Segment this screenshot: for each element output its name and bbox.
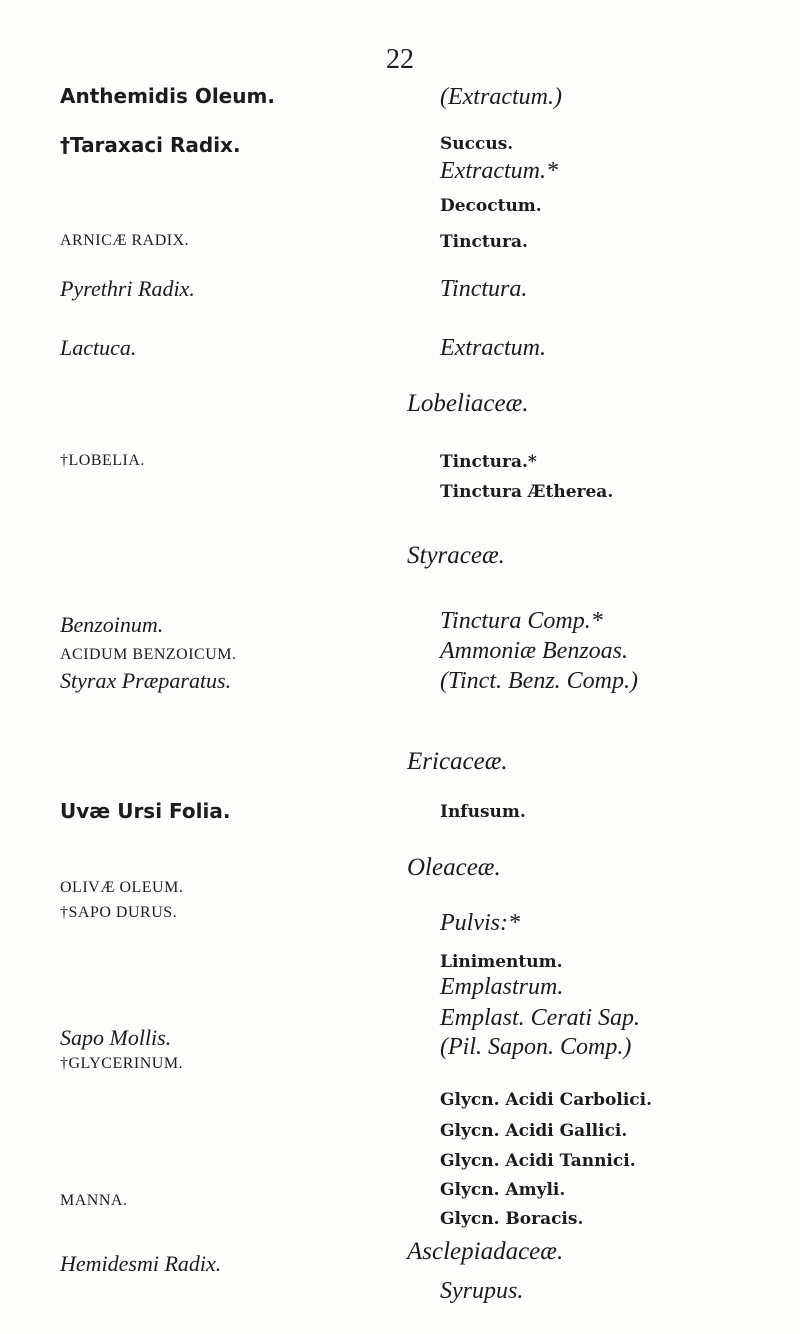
right-entry-decoctum: Decoctum. [440,196,542,216]
left-entry-styrax-praeparatus: Styrax Præparatus. [60,668,232,693]
right-entry-tinctura-aetherea: Tinctura Ætherea. [440,482,614,502]
right-entry-pil-sapon-comp: (Pil. Sapon. Comp.) [440,1034,632,1060]
left-entry-lobelia: †LOBELIA. [60,452,145,469]
right-entry-extractum-star: Extractum.* [440,158,558,184]
left-entry-pyrethri-radix: Pyrethri Radix. [60,276,195,301]
right-entry-emplastrum: Emplastrum. [440,974,564,1000]
right-entry-glycn-tannici: Glycn. Acidi Tannici. [440,1151,636,1171]
page-number: 22 [386,44,414,75]
left-entry-olivae-oleum: OLIVÆ OLEUM. [60,879,184,896]
family-heading-lobeliaceae: Lobeliaceæ. [407,390,529,417]
left-entry-uvae-ursi-folia: Uvæ Ursi Folia. [60,799,231,823]
right-entry-glycn-amyli: Glycn. Amyli. [440,1180,566,1200]
right-entry-glycn-gallici: Glycn. Acidi Gallici. [440,1121,628,1141]
left-entry-sapo-durus: †SAPO DURUS. [60,904,178,921]
right-entry-succus: Succus. [440,134,514,154]
left-entry-lactuca: Lactuca. [60,335,137,360]
left-entry-taraxaci-radix: †Taraxaci Radix. [60,133,241,157]
left-entry-manna: MANNA. [60,1192,128,1209]
right-entry-linimentum: Linimentum. [440,952,563,972]
right-entry-ammoniae-benzoas: Ammoniæ Benzoas. [440,638,628,664]
right-entry-pulvis: Pulvis:* [440,910,520,936]
left-entry-sapo-mollis: Sapo Mollis. [60,1025,172,1050]
right-entry-syrupus: Syrupus. [440,1278,524,1304]
right-entry-emplast-cerati-sap: Emplast. Cerati Sap. [440,1005,641,1031]
family-heading-oleaceae: Oleaceæ. [407,854,501,881]
right-entry-extractum-lactuca: Extractum. [440,335,546,361]
family-heading-styraceae: Styraceæ. [407,542,505,569]
right-entry-tinctura-arnica: Tinctura. [440,232,528,252]
left-entry-anthemidis-oleum: Anthemidis Oleum. [60,84,275,108]
left-entry-arnicae-radix: ARNICÆ RADIX. [60,232,190,249]
family-heading-ericaceae: Ericaceæ. [407,748,508,775]
right-entry-extractum-paren: (Extractum.) [440,84,562,110]
family-heading-asclepiadaceae: Asclepiadaceæ. [407,1238,564,1265]
left-entry-acidum-benzoicum: ACIDUM BENZOICUM. [60,646,237,663]
left-entry-benzoinum: Benzoinum. [60,612,164,637]
right-entry-tinctura-pyrethri: Tinctura. [440,276,528,302]
left-entry-hemidesmi-radix: Hemidesmi Radix. [60,1251,222,1276]
right-entry-tinctura-lobelia: Tinctura.* [440,452,537,472]
right-entry-tinctura-comp: Tinctura Comp.* [440,608,603,634]
right-entry-infusum: Infusum. [440,802,526,822]
right-entry-glycn-boracis: Glycn. Boracis. [440,1209,584,1229]
right-entry-tinct-benz-comp: (Tinct. Benz. Comp.) [440,668,638,694]
right-entry-glycn-carbolici: Glycn. Acidi Carbolici. [440,1090,653,1110]
left-entry-glycerinum: †GLYCERINUM. [60,1055,184,1072]
